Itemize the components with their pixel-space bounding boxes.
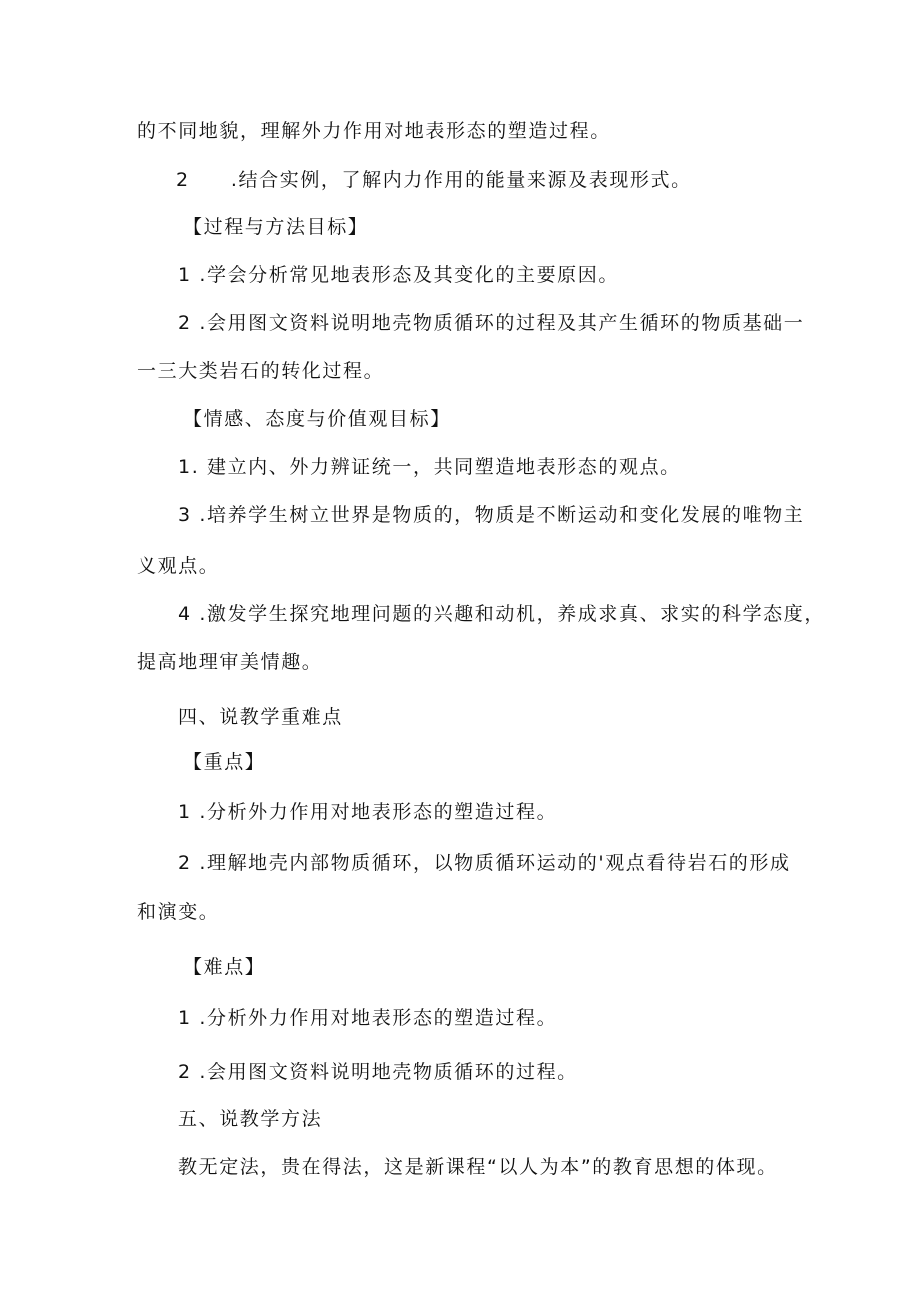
list-item: 3 .培养学生树立世界是物质的，物质是不断运动和变化发展的唯物主	[178, 504, 805, 526]
section-title: 四、说教学重难点	[178, 706, 343, 728]
list-item: 4 .激发学生探究地理问题的兴趣和动机，养成求真、求实的科学态度，	[178, 603, 825, 625]
paragraph-line: 一三大类岩石的转化过程。	[137, 360, 385, 382]
paragraph-line: 义观点。	[137, 555, 220, 577]
paragraph-line: 和演变。	[137, 901, 220, 923]
list-item: 1. 建立内、外力辨证统一，共同塑造地表形态的观点。	[178, 456, 681, 478]
list-item: 2 .理解地壳内部物质循环，以物质循环运动的'观点看待岩石的形成	[178, 852, 791, 874]
paragraph-line: 提高地理审美情趣。	[137, 651, 323, 673]
list-item: 2 .结合实例，了解内力作用的能量来源及表现形式。	[176, 169, 692, 191]
list-item: 2 .会用图文资料说明地壳物质循环的过程及其产生循环的物质基础一	[178, 312, 805, 334]
paragraph-line: 教无定法，贵在得法，这是新课程“以人为本”的教育思想的体现。	[178, 1156, 778, 1178]
section-heading: 【情感、态度与价值观目标】	[183, 408, 451, 430]
section-heading: 【重点】	[183, 751, 266, 773]
list-item: 1 .分析外力作用对地表形态的塑造过程。	[178, 801, 558, 823]
section-title: 五、说教学方法	[178, 1108, 323, 1130]
section-heading: 【难点】	[183, 956, 266, 978]
paragraph-line: 的不同地貌，理解外力作用对地表形态的塑造过程。	[137, 120, 611, 142]
list-item: 1 .分析外力作用对地表形态的塑造过程。	[178, 1007, 558, 1029]
section-heading: 【过程与方法目标】	[183, 216, 369, 238]
list-item: 1 .学会分析常见地表形态及其变化的主要原因。	[178, 264, 619, 286]
list-item: 2 .会用图文资料说明地壳物质循环的过程。	[178, 1061, 578, 1083]
